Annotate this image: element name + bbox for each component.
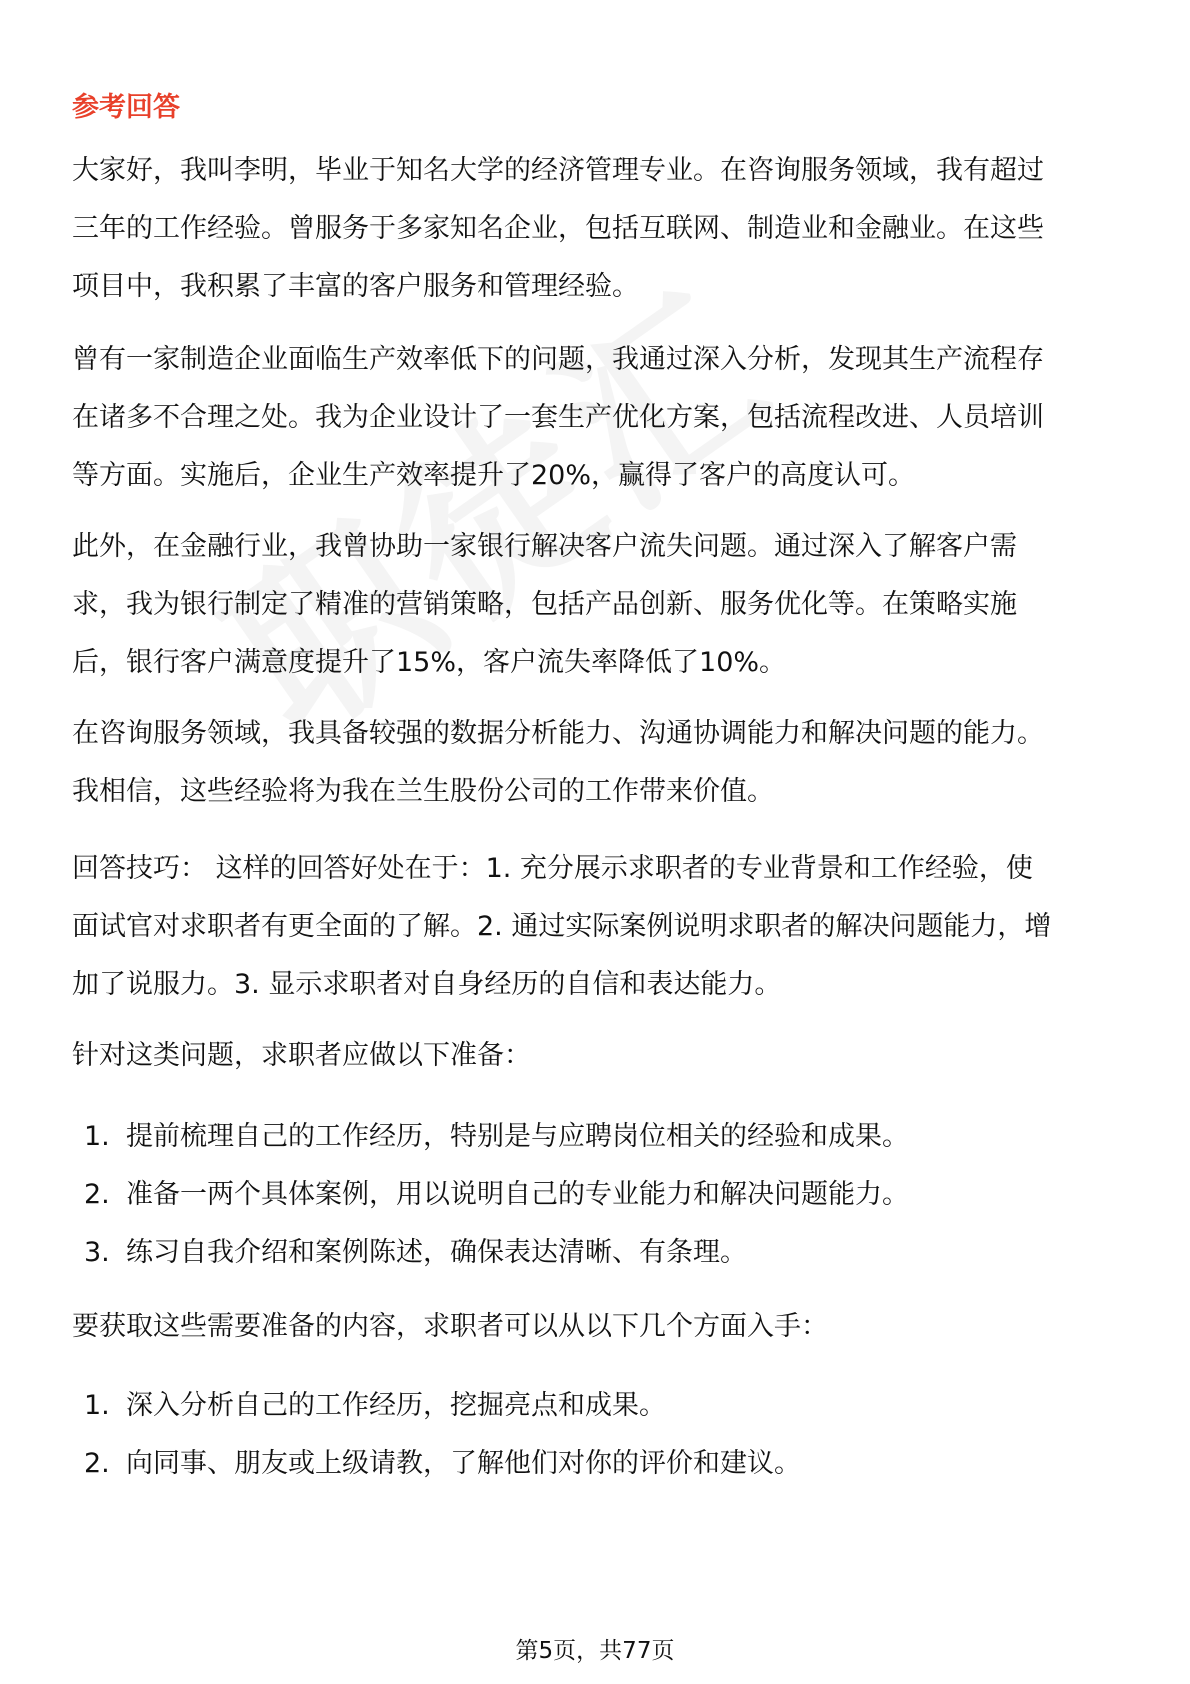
list-text: 向同事、朋友或上级请教，了解他们对你的评价和建议。 [126, 1448, 801, 1479]
text-line: 后，银行客户满意度提升了15%，客户流失率降低了10%。 [72, 647, 787, 678]
text-line: 求，我为银行制定了精准的营销策略，包括产品创新、服务优化等。在策略实施 [72, 589, 1017, 620]
paragraph-prep-intro [72, 1027, 1122, 1085]
text-line: 项目中，我积累了丰富的客户服务和管理经验。 [72, 271, 639, 302]
text-line: 此外，在金融行业，我曾协助一家银行解决客户流失问题。通过深入了解客户需 [72, 531, 1017, 562]
list-item [84, 1166, 1114, 1224]
text-line: 针对这类问题，求职者应做以下准备： [72, 1040, 531, 1071]
list-number: 1. [84, 1390, 110, 1421]
paragraph-intro [72, 142, 1122, 316]
list-text: 提前梳理自己的工作经历，特别是与应聘岗位相关的经验和成果。 [126, 1121, 909, 1152]
page-number-footer: 第5页，共77页 [515, 1638, 675, 1664]
list-number: 2. [84, 1448, 110, 1479]
text-line: 曾有一家制造企业面临生产效率低下的问题，我通过深入分析，发现其生产流程存 [72, 344, 1044, 375]
text-line: 加了说服力。3. 显示求职者对自身经历的自信和表达能力。 [72, 969, 782, 1000]
text-line: 在诸多不合理之处。我为企业设计了一套生产优化方案，包括流程改进、人员培训 [72, 402, 1044, 433]
text-line: 三年的工作经验。曾服务于多家知名企业，包括互联网、制造业和金融业。在这些 [72, 213, 1044, 244]
list-item [84, 1224, 1114, 1282]
list-text: 准备一两个具体案例，用以说明自己的专业能力和解决问题能力。 [126, 1179, 909, 1210]
paragraph-answer-tips [72, 840, 1122, 1014]
text-line: 在咨询服务领域，我具备较强的数据分析能力、沟通协调能力和解决问题的能力。 [72, 718, 1044, 749]
list-item [84, 1435, 1114, 1493]
paragraph-sources-intro [72, 1298, 1122, 1356]
list-number: 1. [84, 1121, 110, 1152]
paragraph-manufacturing-case [72, 331, 1122, 505]
source-list [84, 1377, 1114, 1493]
list-text: 深入分析自己的工作经历，挖掘亮点和成果。 [126, 1390, 666, 1421]
text-line: 大家好，我叫李明，毕业于知名大学的经济管理专业。在咨询服务领域，我有超过 [72, 155, 1044, 186]
text-line: 等方面。实施后，企业生产效率提升了20%，赢得了客户的高度认可。 [72, 460, 916, 491]
paragraph-finance-case [72, 518, 1122, 692]
list-item [84, 1377, 1114, 1435]
text-line: 回答技巧： 这样的回答好处在于：1. 充分展示求职者的专业背景和工作经验，使 [72, 853, 1033, 884]
text-line: 我相信，这些经验将为我在兰生股份公司的工作带来价值。 [72, 776, 774, 807]
text-line: 要获取这些需要准备的内容，求职者可以从以下几个方面入手： [72, 1311, 828, 1342]
list-number: 3. [84, 1237, 110, 1268]
list-text: 练习自我介绍和案例陈述，确保表达清晰、有条理。 [126, 1237, 747, 1268]
list-number: 2. [84, 1179, 110, 1210]
text-line: 面试官对求职者有更全面的了解。2. 通过实际案例说明求职者的解决问题能力，增 [72, 911, 1052, 942]
paragraph-abilities [72, 705, 1122, 821]
prep-list [84, 1108, 1114, 1282]
list-item [84, 1108, 1114, 1166]
section-heading: 参考回答 [72, 92, 180, 123]
